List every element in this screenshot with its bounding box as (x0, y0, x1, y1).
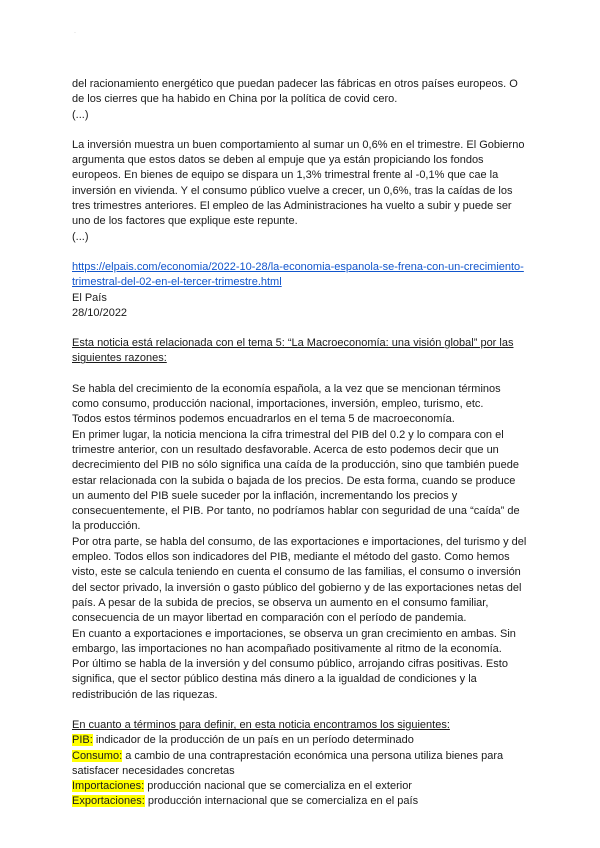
analysis-heading: Esta noticia está relacionada con el tema 5: “La Macroeconomía: una visión global” por las siguientes razones: (72, 337, 514, 365)
term-label: Consumo: (72, 749, 123, 762)
term-item (72, 733, 530, 748)
article-ellipsis-2: (...) (72, 230, 89, 243)
source-publisher: El País (72, 291, 107, 304)
article-ellipsis-1: (...) (72, 108, 89, 121)
term-label: Importaciones: (72, 780, 145, 793)
corner-mark: · (74, 30, 76, 36)
analysis-paragraph-5: En cuanto a exportaciones e importaciones, se observa un gran crecimiento en ambas. Sin embargo, las importaciones no han acompañado positivamente al ritmo de la economía. (72, 627, 516, 655)
analysis-paragraph-2: Todos estos términos podemos encuadrarlos en el tema 5 de macroeconomía. (72, 413, 455, 426)
term-item (72, 749, 530, 780)
article-paragraph-1: del racionamiento energético que puedan padecer las fábricas en otros países europeos. O de los cierres que ha habido en China por la política de covid cero. (72, 78, 518, 106)
term-definition: producción internacional que se comercializa en el país (144, 795, 419, 808)
source-date: 28/10/2022 (72, 306, 128, 319)
terms-heading: En cuanto a términos para definir, en esta noticia encontramos los siguientes: (72, 718, 450, 731)
analysis-paragraph-1: Se habla del crecimiento de la economía española, a la vez que se mencionan términos como consumo, producción nacional, importaciones, inversión, empleo, turismo, etc. (72, 382, 501, 411)
term-item (72, 779, 530, 794)
source-link[interactable]: https://elpais.com/economia/2022-10-28/la-economia-espanola-se-frena-con-un-crecimiento-trimestral-del-02-en-el-tercer-trimestre.html (72, 260, 524, 289)
term-item (72, 794, 530, 809)
term-definition: producción nacional que se comercializa en el exterior (144, 780, 412, 793)
analysis-paragraph-3: En primer lugar, la noticia menciona la cifra trimestral del PIB del 0.2 y lo compara con el trimestre anterior, con un resultado desfavorable. Acerca de esto podemos decir que un decrecimiento del PIB no sólo significa una caída de la producción, sino que también puede estar relacionada con la subida o bajada de los precios. De esta forma, cuando se produce un aumento del PIB suele suceder por la inflación, incrementando los precios y consecuentemente, el PIB. Por tanto, no podríamos hablar con seguridad de una “caída” de la producción. (72, 428, 520, 533)
analysis-paragraph-6: Por último se habla de la inversión y del consumo público, arrojando cifras positivas. Esto significa, que el sector público destina más dinero a la igualdad de condiciones y la redistribución de las riquezas. (72, 658, 508, 701)
document-body (72, 77, 530, 810)
term-label: PIB: (72, 734, 93, 747)
term-label: Exportaciones: (72, 795, 145, 808)
term-definition: a cambio de una contraprestación económica una persona utiliza bienes para satisfacer necesidades concretas (72, 749, 504, 777)
article-paragraph-2: La inversión muestra un buen comportamiento al sumar un 0,6% en el trimestre. El Gobierno argumenta que estos datos se deben al empuje que ya están propiciando los fondos europeos. En bienes de equipo se dispara un 1,3% trimestral frente al -0,1% que cae la inversión en vivienda. Y el consumo público vuelve a crecer, un 0,6%, tras la caídas de los tres trimestres anteriores. El empleo de las Administraciones ha vuelto a subir y puede ser uno de los factores que explique este repunte. (72, 138, 525, 228)
term-definition: indicador de la producción de un país en un período determinado (92, 734, 414, 747)
analysis-paragraph-4: Por otra parte, se habla del consumo, de las exportaciones e importaciones, del turismo y del empleo. Todos ellos son indicadores del PIB, mediante el método del gasto. Como hemos visto, este se calcula teniendo en cuenta el consumo de las familias, el consumo o inversión del sector privado, la inversión o gasto público del gobierno y de las exportaciones netas del país. A pesar de la subida de precios, se observa un aumento en el consumo familiar, consecuencia de un mayor libertad en comparación con el período de pandemia. (72, 535, 527, 625)
